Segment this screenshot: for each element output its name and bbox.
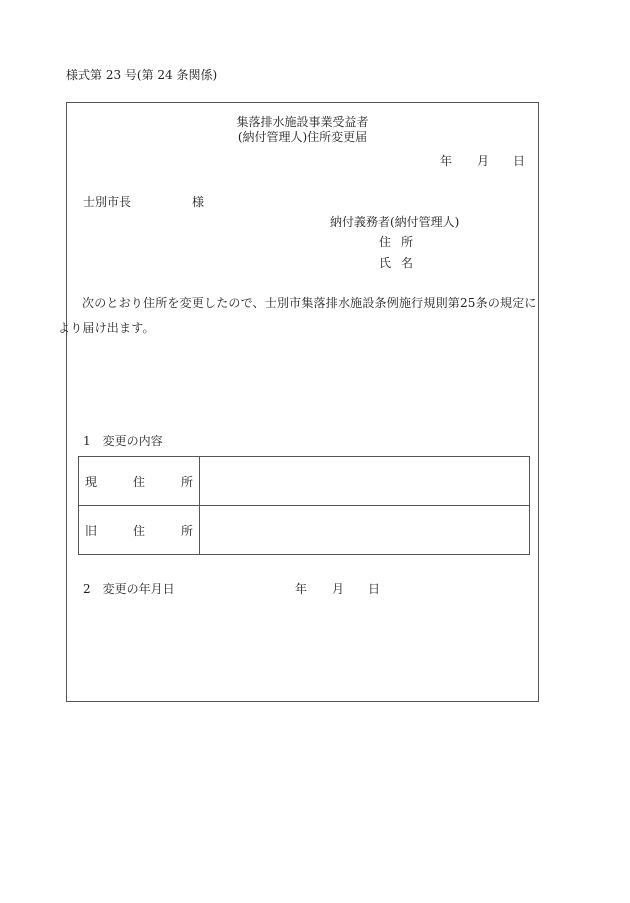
- form-frame: [66, 102, 539, 702]
- change-date-day: 日: [368, 582, 381, 596]
- submission-date-year: 年: [440, 154, 453, 168]
- form-number: 様式第 23 号(第 24 条関係): [66, 68, 218, 82]
- submission-date-month: 月: [477, 154, 490, 168]
- change-date-year: 年: [295, 582, 308, 596]
- label-char: 旧: [85, 523, 98, 538]
- form-title-line2: (納付管理人)住所変更届: [237, 130, 368, 144]
- table-row: [79, 506, 530, 555]
- table-row: [79, 457, 530, 506]
- submission-date-day: 日: [513, 154, 526, 168]
- old-address-label: [79, 506, 200, 555]
- label-char: 所: [180, 523, 193, 538]
- addressee-name: 士別市長: [83, 195, 132, 209]
- current-address-label: [79, 457, 200, 506]
- section1-heading: 1 変更の内容: [83, 434, 163, 448]
- change-date-month: 月: [332, 582, 345, 596]
- change-table: [78, 456, 530, 555]
- applicant-role: 納付義務者(納付管理人): [330, 215, 460, 229]
- name-label-char2: 名: [401, 256, 414, 270]
- label-char: 住: [132, 474, 145, 489]
- form-title-line1: 集落排水施設事業受益者: [236, 115, 369, 129]
- current-address-value[interactable]: [200, 457, 530, 506]
- address-label-char1: 住: [379, 235, 392, 249]
- label-char: 現: [85, 474, 98, 489]
- addressee-honorific: 様: [192, 195, 205, 209]
- old-address-value[interactable]: [200, 506, 530, 555]
- section2-heading: 2 変更の年月日: [83, 582, 175, 596]
- body-text: 次のとおり住所を変更したので、士別市集落排水施設条例施行規則第25条の規定により届け出ます。: [58, 296, 537, 335]
- label-char: 所: [180, 474, 193, 489]
- name-label-char1: 氏: [379, 256, 392, 270]
- label-char: 住: [132, 523, 145, 538]
- address-label-char2: 所: [401, 235, 414, 249]
